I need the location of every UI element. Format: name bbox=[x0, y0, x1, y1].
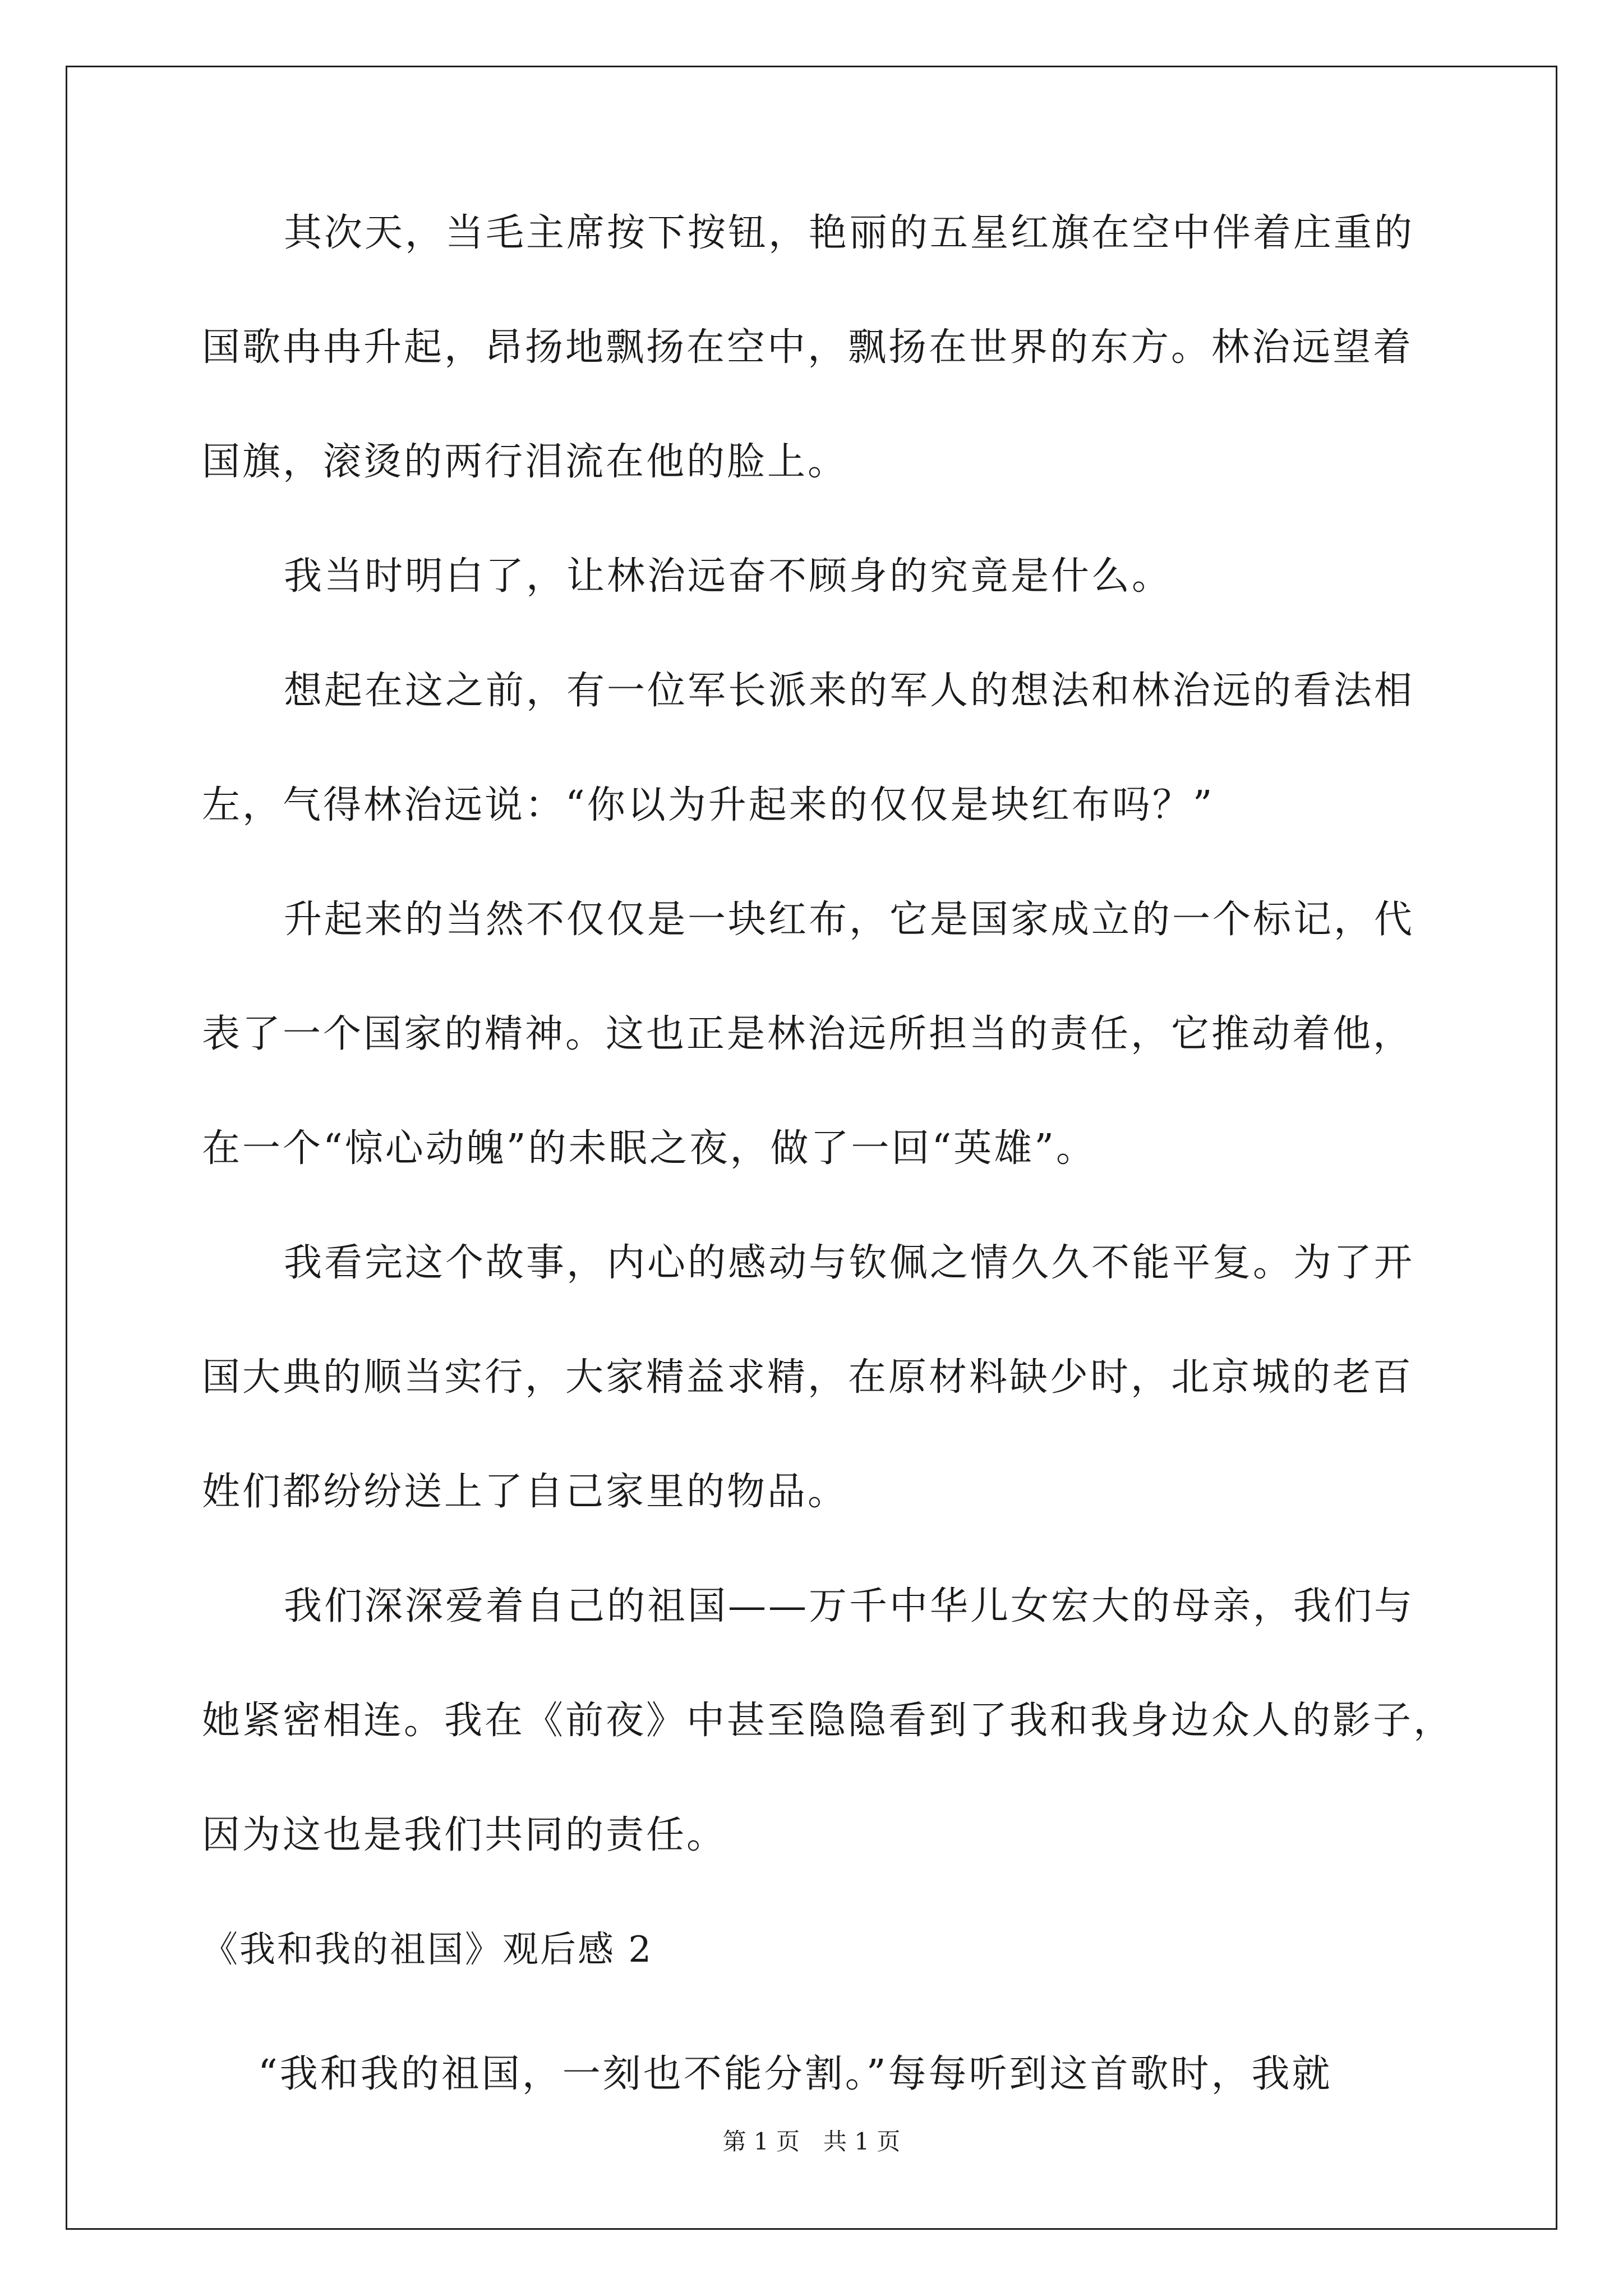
paragraph-line: 升起来的当然不仅仅是一块红布，它是国家成立的一个标记，代 bbox=[284, 898, 1415, 942]
page-number-footer: 第 1 页 共 1 页 bbox=[722, 2128, 901, 2155]
paragraph-line: 我们深深爱着自己的祖国——万千中华儿女宏大的母亲，我们与 bbox=[284, 1584, 1415, 1628]
paragraph-line: 国旗，滚烫的两行泪流在他的脸上。 bbox=[202, 440, 849, 484]
paragraph-2 bbox=[202, 556, 1436, 597]
paragraph-line: 想起在这之前，有一位军长派来的军人的想法和林治远的看法相 bbox=[284, 669, 1415, 713]
paragraph-line: 因为这也是我们共同的责任。 bbox=[202, 1813, 727, 1857]
paragraph-5 bbox=[202, 1243, 1436, 1512]
paragraph-line: 其次天，当毛主席按下按钮，艳丽的五星红旗在空中伴着庄重的 bbox=[284, 211, 1415, 255]
paragraph-line: “我和我的祖国，一刻也不能分割。”每每听到这首歌时，我就 bbox=[258, 2052, 1332, 2096]
paragraph-line: 我看完这个故事，内心的感动与钦佩之情久久不能平复。为了开 bbox=[284, 1241, 1415, 1285]
paragraph-line: 国歌冉冉升起，昂扬地飘扬在空中，飘扬在世界的东方。林治远望着 bbox=[202, 325, 1414, 370]
paragraph-line: 我当时明白了，让林治远奋不顾身的究竟是什么。 bbox=[284, 554, 1173, 599]
paragraph-line: 左，气得林治远说：“你以为升起来的仅仅是块红布吗？” bbox=[202, 783, 1215, 827]
paragraph-line: 在一个“惊心动魄”的未眠之夜，做了一回“英雄”。 bbox=[202, 1126, 1097, 1171]
paragraph-line: 表了一个国家的精神。这也正是林治远所担当的责任，它推动着他， bbox=[202, 1012, 1414, 1056]
paragraph-line: 姓们都纷纷送上了自己家里的物品。 bbox=[202, 1470, 849, 1514]
paragraph-3 bbox=[202, 671, 1436, 826]
section-heading bbox=[202, 1930, 1436, 1970]
section-heading-text: 《我和我的祖国》观后感 2 bbox=[202, 1929, 653, 1971]
document-body bbox=[202, 211, 1454, 2169]
paragraph-line: 国大典的顺当实行，大家精益求精，在原材料缺少时，北京城的老百 bbox=[202, 1355, 1414, 1400]
quote-paragraph bbox=[202, 2054, 1436, 2095]
paragraph-6 bbox=[202, 1584, 1454, 1857]
paragraph-line: 她紧密相连。我在《前夜》中甚至隐隐看到了我和我身边众人的影子， bbox=[202, 1699, 1454, 1743]
paragraph-4 bbox=[202, 900, 1436, 1169]
paragraph-1 bbox=[202, 213, 1436, 482]
